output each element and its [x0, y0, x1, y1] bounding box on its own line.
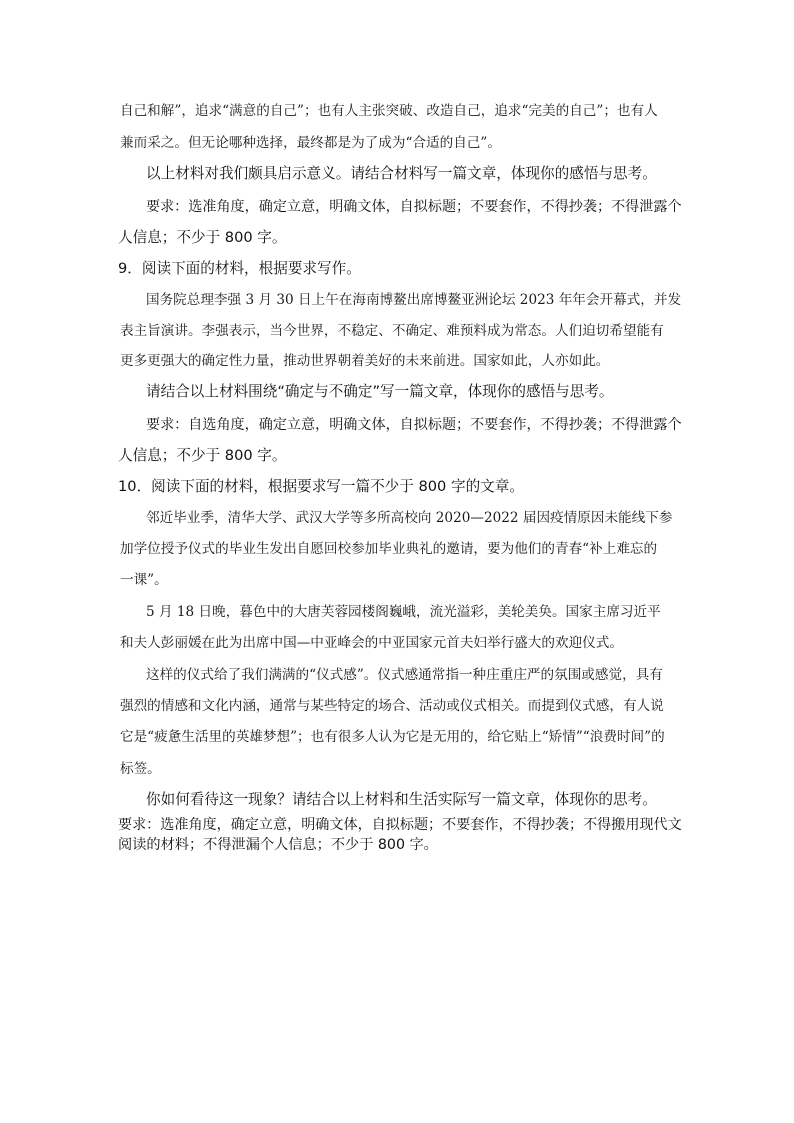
material-10-line-4: 5 月 18 日晚，暮色中的大唐芙蓉园楼阁巍峨，流光溢彩，美轮美奂。国家主席习近平 [146, 604, 661, 620]
requirements-10-line-2: 阅读的材料；不得泄漏个人信息；不少于 800 字。 [118, 837, 438, 853]
prompt-9: 请结合以上材料围绕“确定与不确定”写一篇文章，体现你的感悟与思考。 [146, 383, 614, 400]
material-10-line-2: 加学位授予仪式的毕业生发出自愿回校参加毕业典礼的邀请，要为他们的青春“补上难忘的 [120, 541, 658, 557]
material-9-line-2: 表主旨演讲。李强表示，当今世界，不稳定、不确定、难预料成为常态。人们迫切希望能有 [120, 323, 664, 339]
question-9-heading: 9．阅读下面的材料，根据要求写作。 [118, 260, 361, 277]
requirements-10-line-1: 要求：选准角度，确定立意，明确文体，自拟标题；不要套作，不得抄袭；不得搬用现代文 [118, 817, 682, 833]
material-10-line-3: 一课”。 [120, 572, 168, 588]
material-10-line-7: 强烈的情感和文化内涵，通常与某些特定的场合、活动或仪式相关。而提到仪式感，有人说 [120, 698, 664, 714]
material-10-line-1: 邻近毕业季，清华大学、武汉大学等多所高校向 2020—2022 届因疫情原因未能线下参 [146, 510, 673, 526]
material-9-line-3: 更多更强大的确定性力量，推动世界朝着美好的未来前进。国家如此，人亦如此。 [120, 353, 610, 369]
material-10-line-8: 它是“疲惫生活里的英雄梦想”；也有很多人认为它是无用的，给它贴上“矫情”“浪费时间”的 [120, 729, 665, 745]
requirements-9-line-1: 要求：自选角度，确定立意，明确文体，自拟标题；不要套作，不得抄袭；不得泄露个 [146, 417, 682, 433]
prompt-8: 以上材料对我们颇具启示意义。请结合材料写一篇文章，体现你的感悟与思考。 [146, 165, 657, 182]
material-8-line-1: 自己和解”，追求“满意的自己”；也有人主张突破、改造自己，追求“完美的自己”；也有人 [120, 103, 658, 119]
material-10-line-9: 标签。 [120, 761, 161, 777]
material-8-line-2: 兼而采之。但无论哪种选择，最终都是为了成为“合适的自己”。 [120, 135, 501, 151]
material-10-line-5: 和夫人彭丽媛在此为出席中国—中亚峰会的中亚国家元首夫妇举行盛大的欢迎仪式。 [120, 635, 623, 651]
requirements-8-line-2: 人信息；不少于 800 字。 [118, 229, 287, 246]
material-9-line-1: 国务院总理李强 3 月 30 日上午在海南博鳌出席博鳌亚洲论坛 2023 年年会开幕式，并发 [146, 292, 682, 308]
material-10-line-6: 这样的仪式给了我们满满的“仪式感”。仪式感通常指一种庄重庄严的氛围或感觉，具有 [146, 667, 663, 683]
prompt-10: 你如何看待这一现象？请结合以上材料和生活实际写一篇文章，体现你的思考。 [146, 791, 657, 808]
requirements-9-line-2: 人信息；不少于 800 字。 [118, 447, 287, 464]
requirements-8-line-1: 要求：选准角度，确定立意，明确文体，自拟标题；不要套作，不得抄袭；不得泄露个 [146, 199, 682, 215]
question-10-heading: 10．阅读下面的材料，根据要求写一篇不少于 800 字的文章。 [118, 478, 524, 495]
